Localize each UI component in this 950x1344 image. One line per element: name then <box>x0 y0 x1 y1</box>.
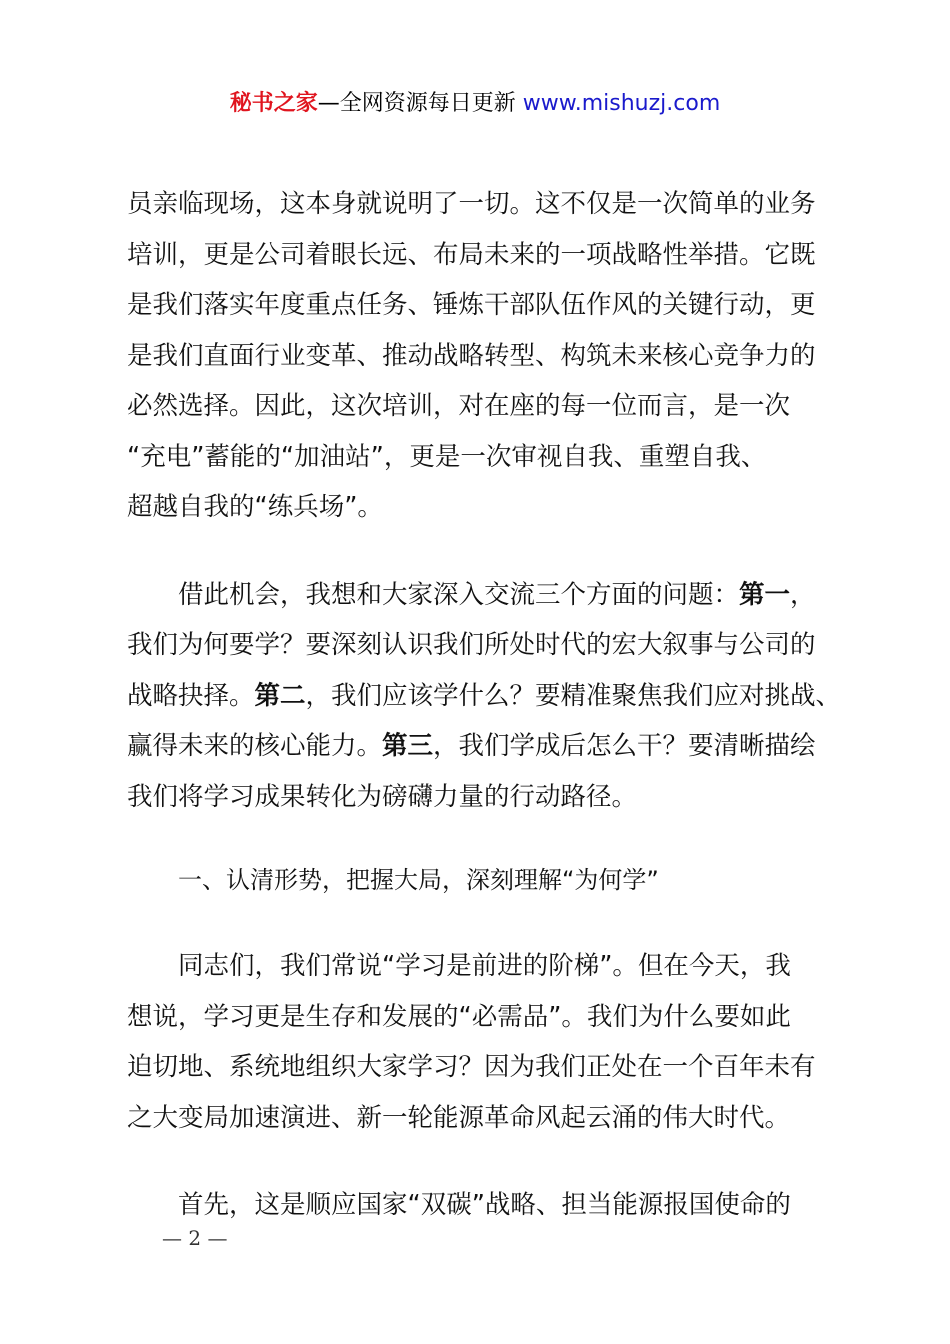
site-header <box>0 88 950 120</box>
text-line: 迫切地、系统地组织大家学习？因为我们正处在一个百年未有 <box>127 1052 816 1082</box>
site-brand: 秘书之家 <box>229 91 318 116</box>
text-line: 想说，学习更是生存和发展的“必需品”。我们为什么要如此 <box>127 1002 791 1032</box>
text-line: 战略抉择。第二，我们应该学什么？要精准聚焦我们应对挑战、 <box>127 681 842 711</box>
text-line: 是我们直面行业变革、推动战略转型、构筑未来核心竞争力的 <box>127 341 816 371</box>
text-line: 员亲临现场，这本身就说明了一切。这不仅是一次简单的业务 <box>127 189 816 219</box>
text-line: 是我们落实年度重点任务、锤炼干部队伍作风的关键行动，更 <box>127 290 816 320</box>
text-line: 我们将学习成果转化为磅礴力量的行动路径。 <box>127 782 638 812</box>
text-line: 培训，更是公司着眼长远、布局未来的一项战略性举措。它既 <box>127 240 816 270</box>
site-url-link[interactable]: www.mishuzj.com <box>522 91 721 116</box>
text-line: 同志们，我们常说“学习是前进的阶梯”。但在今天，我 <box>178 951 791 981</box>
page-number: — 2 — <box>162 1226 228 1250</box>
emphasis-third: 第三 <box>382 731 434 761</box>
text-line: 之大变局加速演进、新一轮能源革命风起云涌的伟大时代。 <box>127 1103 791 1133</box>
text-line: 超越自我的“练兵场”。 <box>127 492 383 522</box>
emphasis-first: 第一 <box>739 580 791 610</box>
site-tagline: —全网资源每日更新 <box>317 91 516 116</box>
text-line: 首先，这是顺应国家“双碳”战略、担当能源报国使命的 <box>178 1190 791 1220</box>
section-heading: 一、认清形势，把握大局，深刻理解“为何学” <box>178 866 659 894</box>
text-line: 借此机会，我想和大家深入交流三个方面的问题：第一， <box>178 580 816 610</box>
text-line: 赢得未来的核心能力。第三，我们学成后怎么干？要清晰描绘 <box>127 731 816 761</box>
text-line: 我们为何要学？要深刻认识我们所处时代的宏大叙事与公司的 <box>127 630 816 660</box>
text-line: 必然选择。因此，这次培训，对在座的每一位而言，是一次 <box>127 391 791 421</box>
emphasis-second: 第二 <box>254 681 306 711</box>
text-line: “充电”蓄能的“加油站”，更是一次审视自我、重塑自我、 <box>127 442 767 472</box>
